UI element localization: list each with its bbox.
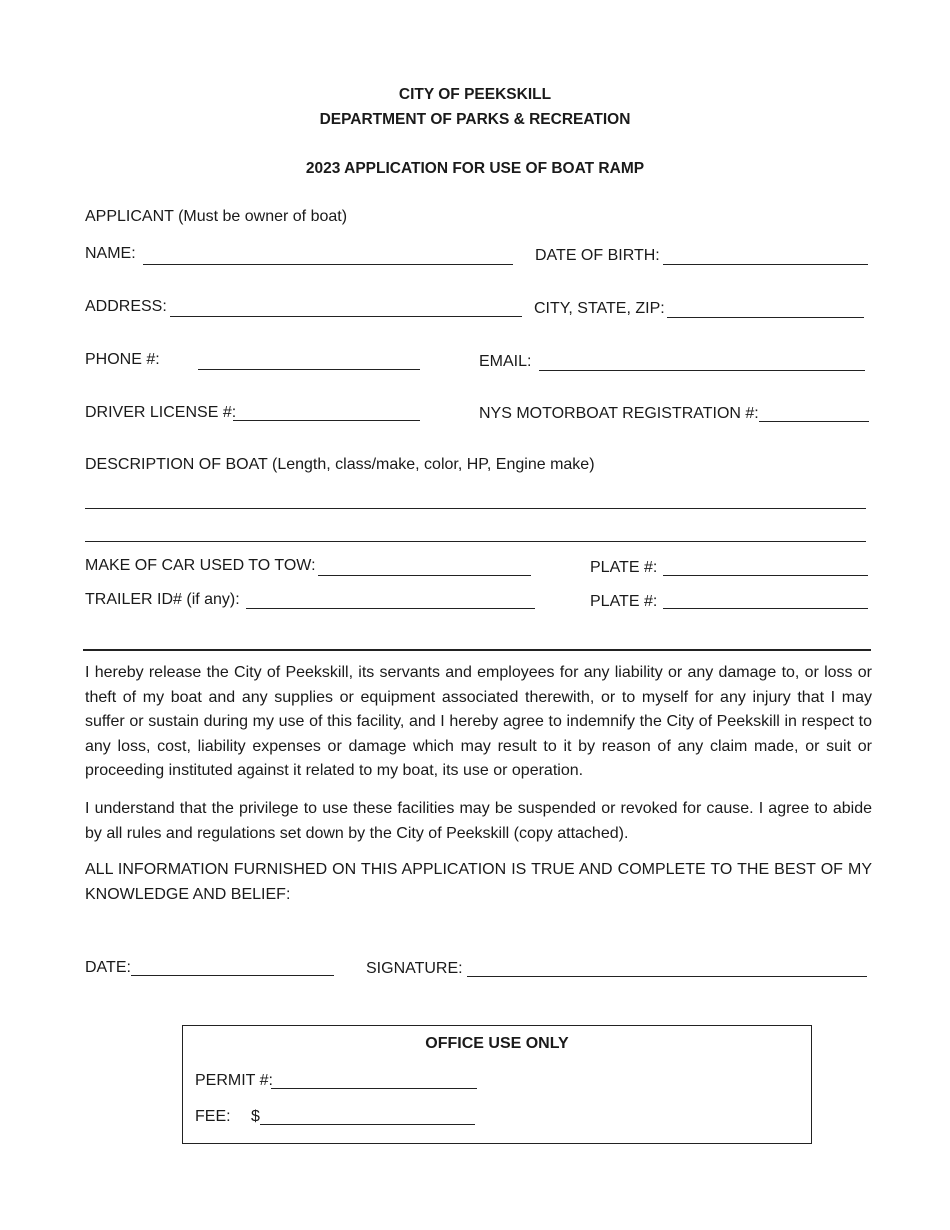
office-use-box (182, 1025, 812, 1144)
release-paragraph: I hereby release the City of Peekskill, its servants and employees for any liability or any damage to, or loss or theft of my boat and any supplies or equipment associated therewith, or to myself for any injury that I may suffer or sustain during my use of this facility, and I hereby agree to indemnify the City of Peekskill in respect to any loss, cost, liability expenses or damage which may result to it by reason of any claim made, or suit or proceeding instituted against it related to my boat, its use or operation. (85, 664, 872, 779)
tow-car-label: MAKE OF CAR USED TO TOW: (85, 557, 316, 574)
trailer-id-field[interactable] (246, 608, 535, 609)
email-label: EMAIL: (479, 353, 532, 370)
dob-label: DATE OF BIRTH: (535, 247, 660, 264)
signature-field[interactable] (467, 976, 867, 977)
date-field[interactable] (131, 975, 334, 976)
phone-label: PHONE #: (85, 351, 160, 368)
form-title: 2023 APPLICATION FOR USE OF BOAT RAMP (305, 160, 645, 177)
department-name: DEPARTMENT OF PARKS & RECREATION (319, 111, 631, 128)
office-use-title: OFFICE USE ONLY (425, 1035, 569, 1052)
address-label: ADDRESS: (85, 298, 167, 315)
name-field[interactable] (143, 264, 513, 265)
boat-description-label: DESCRIPTION OF BOAT (Length, class/make, color, HP, Engine make) (85, 456, 595, 473)
date-label: DATE: (85, 959, 131, 976)
signature-label: SIGNATURE: (366, 960, 463, 977)
applicant-heading: APPLICANT (Must be owner of boat) (85, 208, 348, 225)
dob-field[interactable] (663, 264, 868, 265)
trailer-plate-label: PLATE #: (590, 593, 658, 610)
fee-currency: $ (251, 1108, 260, 1125)
registration-label: NYS MOTORBOAT REGISTRATION #: (479, 405, 759, 422)
tow-car-field[interactable] (318, 575, 531, 576)
boat-description-line-1[interactable] (85, 508, 866, 509)
driver-license-field[interactable] (233, 420, 420, 421)
city-name: CITY OF PEEKSKILL (398, 86, 552, 103)
fee-field[interactable] (260, 1124, 475, 1125)
trailer-id-label: TRAILER ID# (if any): (85, 591, 240, 608)
phone-field[interactable] (198, 369, 420, 370)
name-label: NAME: (85, 245, 136, 262)
email-field[interactable] (539, 370, 865, 371)
privilege-paragraph: I understand that the privilege to use these facilities may be suspended or revoked for cause. I agree to abide by all rules and regulations set down by the City of Peekskill (copy attached). (85, 800, 872, 842)
fee-label: FEE: (195, 1108, 231, 1125)
trailer-plate-field[interactable] (663, 608, 868, 609)
permit-field[interactable] (271, 1088, 477, 1089)
car-plate-label: PLATE #: (590, 559, 658, 576)
boat-description-line-2[interactable] (85, 541, 866, 542)
city-state-zip-field[interactable] (667, 317, 864, 318)
city-state-zip-label: CITY, STATE, ZIP: (534, 300, 665, 317)
registration-field[interactable] (759, 421, 869, 422)
address-field[interactable] (170, 316, 522, 317)
certification-paragraph: ALL INFORMATION FURNISHED ON THIS APPLICATION IS TRUE AND COMPLETE TO THE BEST OF MY KNOWLEDGE AND BELIEF: (85, 861, 872, 903)
section-divider (83, 649, 871, 651)
permit-label: PERMIT #: (195, 1072, 273, 1089)
driver-license-label: DRIVER LICENSE #: (85, 404, 237, 421)
car-plate-field[interactable] (663, 575, 868, 576)
